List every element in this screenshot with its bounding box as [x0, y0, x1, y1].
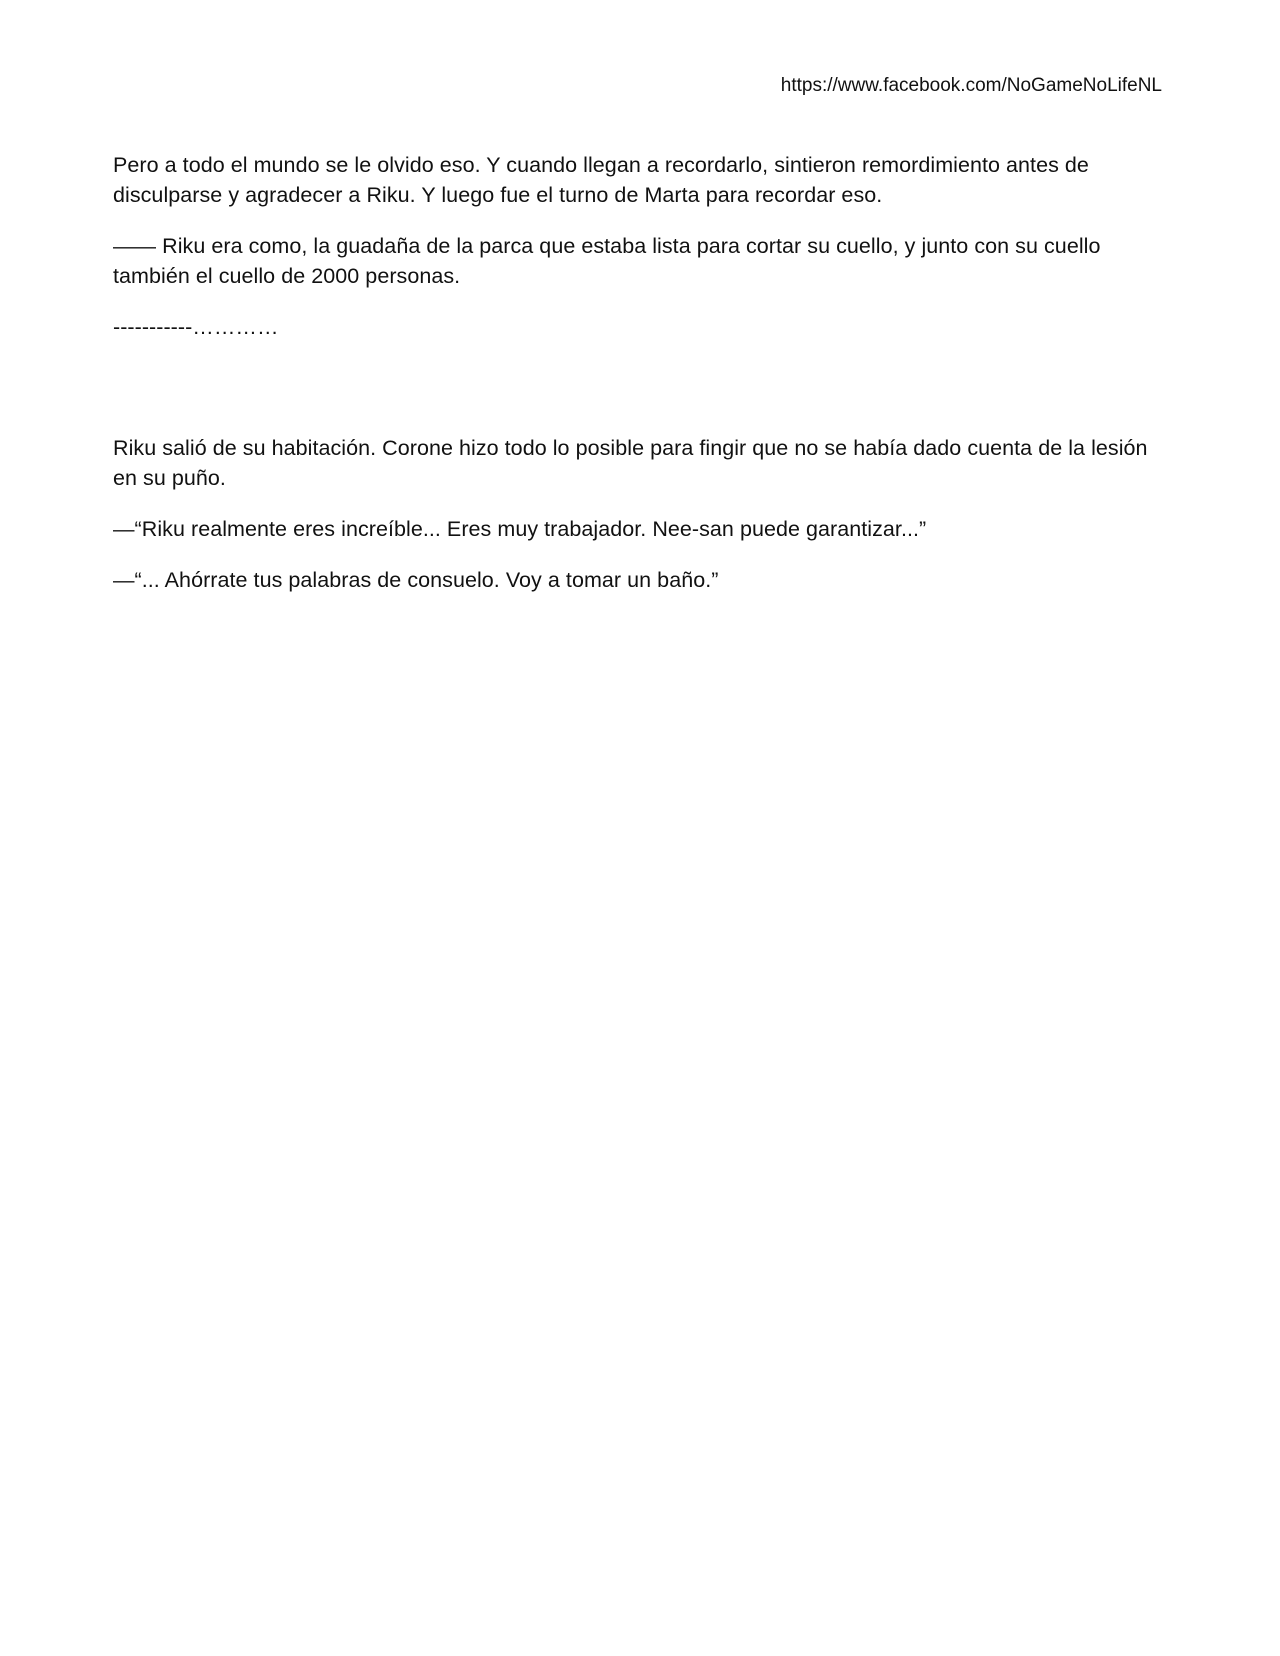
dialogue-line: —“Riku realmente eres increíble... Eres muy trabajador. Nee-san puede garantizar...” — [113, 517, 927, 541]
paragraph: Pero a todo el mundo se le olvido eso. Y cuando llegan a recordarlo, sintieron remordimiento antes de disculparse y agradecer a Riku. Y luego fue el turno de Marta para recordar eso. — [113, 153, 1089, 207]
facebook-page-link[interactable]: https://www.facebook.com/NoGameNoLifeNL — [780, 75, 1162, 96]
dialogue-line: —“... Ahórrate tus palabras de consuelo. Voy a tomar un baño.” — [113, 568, 719, 592]
paragraph: Riku salió de su habitación. Corone hizo todo lo posible para fingir que no se había dado cuenta de la lesión en su puño. — [113, 436, 1148, 490]
document-body — [113, 150, 1173, 616]
paragraph: —— Riku era como, la guadaña de la parca que estaba lista para cortar su cuello, y junto con su cuello también el cuello de 2000 personas. — [113, 234, 1101, 288]
section-separator: -----------………… — [113, 315, 279, 339]
